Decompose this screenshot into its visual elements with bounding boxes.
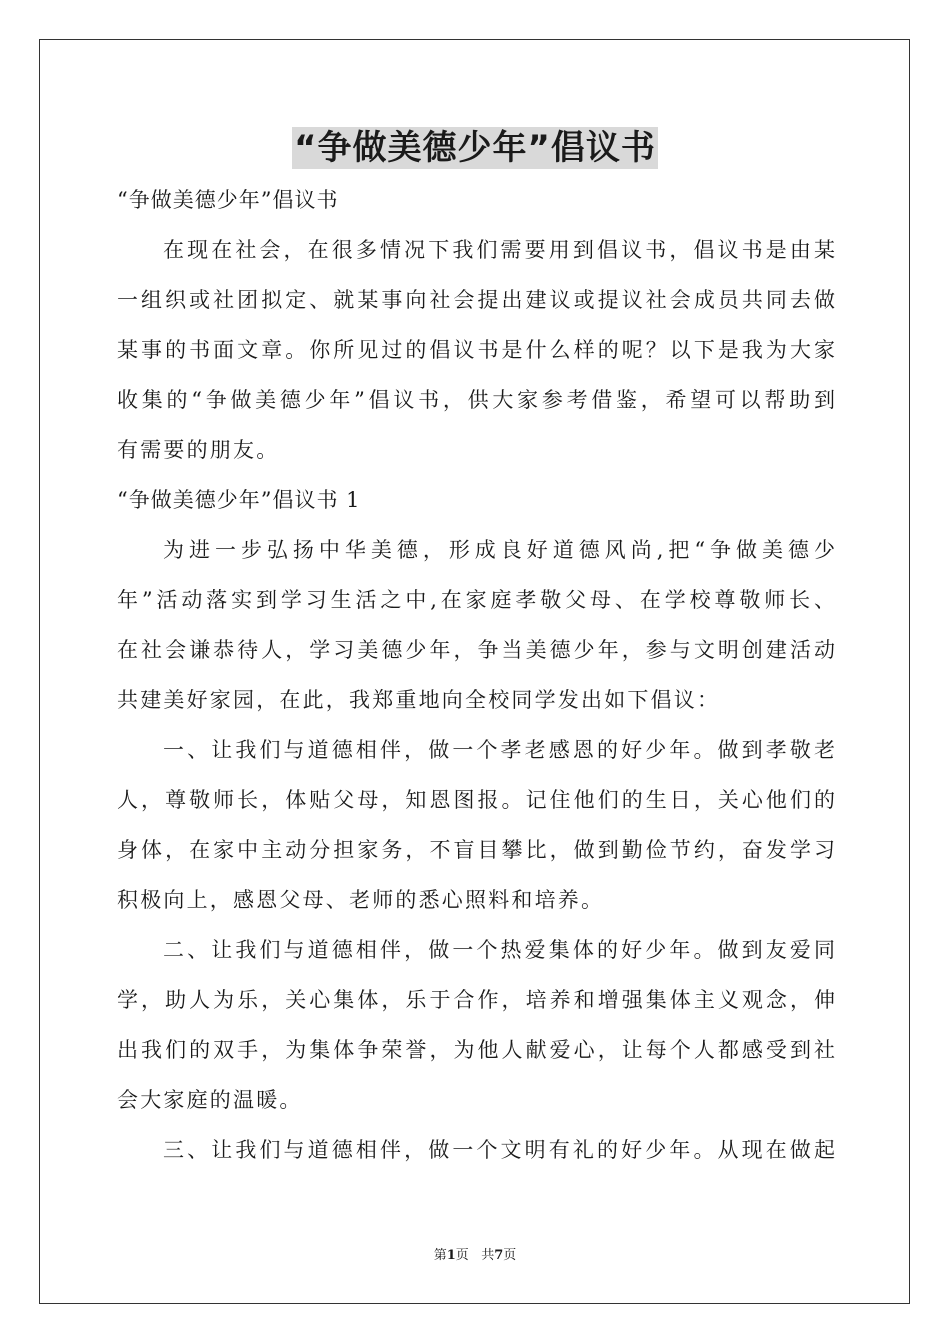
title-container bbox=[0, 127, 950, 169]
text-line: 会大家庭的温暖。 bbox=[117, 1088, 303, 1112]
total-label-suffix: 页 bbox=[503, 1248, 517, 1263]
text-line: 出我们的双手，为集体争荣誉，为他人献爱心，让每个人都感受到社 bbox=[117, 1038, 835, 1062]
text-line: 一组织或社团拟定、就某事向社会提出建议或提议社会成员共同去做 bbox=[117, 288, 835, 312]
text-line: 二、让我们与道德相伴，做一个热爱集体的好少年。做到友爱同 bbox=[163, 938, 835, 962]
text-line: 身体，在家中主动分担家务，不盲目攀比，做到勤俭节约，奋发学习 bbox=[117, 838, 835, 862]
text-line: 年”活动落实到学习生活之中,在家庭孝敬父母、在学校尊敬师长、 bbox=[117, 588, 835, 612]
text-line: 在现在社会，在很多情况下我们需要用到倡议书，倡议书是由某 bbox=[163, 238, 835, 262]
text-line: 为进一步弘扬中华美德，形成良好道德风尚,把“争做美德少 bbox=[163, 538, 835, 562]
text-line: 共建美好家园，在此，我郑重地向全校同学发出如下倡议： bbox=[117, 688, 721, 712]
text-line: 三、让我们与道德相伴，做一个文明有礼的好少年。从现在做起 bbox=[163, 1138, 835, 1162]
text-line: 有需要的朋友。 bbox=[117, 438, 280, 462]
text-line: 收集的“争做美德少年”倡议书，供大家参考借鉴，希望可以帮助到 bbox=[117, 388, 835, 412]
text-line: 一、让我们与道德相伴，做一个孝老感恩的好少年。做到孝敬老 bbox=[163, 738, 835, 762]
text-line: 学，助人为乐，关心集体，乐于合作，培养和增强集体主义观念，伸 bbox=[117, 988, 835, 1012]
text-line: 某事的书面文章。你所见过的倡议书是什么样的呢？以下是我为大家 bbox=[117, 338, 835, 362]
current-page-number: 1 bbox=[446, 1248, 456, 1263]
page-label-prefix: 第 bbox=[433, 1248, 447, 1263]
total-page-count: 7 bbox=[494, 1248, 504, 1263]
text-line: 人，尊敬师长，体贴父母，知恩图报。记住他们的生日，关心他们的 bbox=[117, 788, 835, 812]
page-label-suffix: 页 bbox=[455, 1248, 469, 1263]
page-footer bbox=[0, 1246, 950, 1266]
section-heading: “争做美德少年”倡议书 bbox=[117, 188, 339, 212]
text-line: 积极向上，感恩父母、老师的悉心照料和培养。 bbox=[117, 888, 605, 912]
document-body bbox=[117, 180, 835, 1180]
text-line: 在社会谦恭待人，学习美德少年，争当美德少年，参与文明创建活动 bbox=[117, 638, 835, 662]
section-heading: “争做美德少年”倡议书 1 bbox=[117, 488, 361, 512]
total-label-prefix: 共 bbox=[481, 1248, 495, 1263]
document-title: “争做美德少年”倡议书 bbox=[294, 128, 656, 168]
